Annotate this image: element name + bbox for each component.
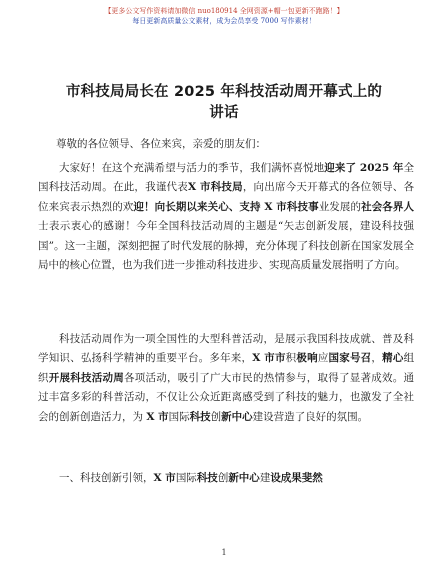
bold-text-run: X 市市 <box>252 352 286 365</box>
text-run: 国际 <box>168 410 190 423</box>
bold-text-run: X 市 <box>153 472 176 484</box>
bold-text-run: 开展科技活动周 <box>48 371 124 384</box>
text-run: 创 <box>217 472 229 484</box>
promo-banner <box>0 6 448 26</box>
text-run: 科技活动周作为一项全国性的大型科普活动，是展示我国科技成就、普及科学知识、弘扬科学精神的重要平台。多年来， <box>38 333 414 365</box>
bold-text-run: 极响 <box>296 352 318 365</box>
bold-text-run: 国家号召 <box>328 352 372 365</box>
text-run: 士表示衷心的感谢！今年全国科技活动周的主题是“矢志创新发展，建设科技强国”。这一主题，深刻把握了时代发展的脉搏，充分体现了科技创新在国家发展全局中的核心位置，也为我们进一步推动科技进步、实现高质量发展指明了方向。 <box>38 220 414 272</box>
text-run: 建 <box>259 472 271 484</box>
bold-text-run: 迎！向长期以来关心、支持 X 市科技事 <box>133 200 319 213</box>
text-run: 全国科技活动周。在此，我谨代表 <box>38 162 414 194</box>
bold-text-run: 科技 <box>189 410 211 423</box>
promo-banner-line-1: 【更多公文写作资料请加微信 nuo180914 全网资源+帽一包更新不跑路！】 <box>104 7 344 15</box>
text-run: 一、科技创新引领， <box>59 472 154 484</box>
paragraph-2 <box>38 330 414 427</box>
document-title-line-2: 讲话 <box>209 105 239 121</box>
document-title-line-1: 市科技局局长在 2025 年科技活动周开幕式上的 <box>65 84 383 100</box>
bold-text-run: 精心 <box>382 352 404 365</box>
text-run: 创 <box>210 410 222 423</box>
text-run: 应 <box>317 352 329 365</box>
text-run: 业发展的 <box>318 200 362 213</box>
bold-text-run: 新中心 <box>221 410 253 423</box>
bold-text-run: X 市科技局 <box>187 181 243 194</box>
paragraph-1 <box>38 159 414 275</box>
text-run: 大家好！在这个充满希望与活力的季节，我们满怀喜悦地 <box>59 162 325 174</box>
document-title <box>40 82 408 124</box>
bold-text-run: 社会各界人 <box>361 200 415 213</box>
text-run: 组织 <box>38 352 415 384</box>
bold-text-run: 新中心 <box>228 472 260 484</box>
text-run: 建设营造了良好的氛围。 <box>252 410 369 423</box>
page-number: 1 <box>221 548 227 557</box>
bold-text-run: 设成果斐然 <box>270 472 323 484</box>
bold-text-run: 迎来了 2025 年 <box>324 162 404 174</box>
text-run: ，向出席今天开幕式的各位领导、各位来宾表示热烈的欢 <box>38 181 414 213</box>
text-run: 国际 <box>175 472 197 484</box>
text-run: ， <box>371 352 383 365</box>
section-heading-1 <box>38 469 414 488</box>
bold-text-run: X 市 <box>146 410 169 423</box>
text-run: 积 <box>285 352 297 365</box>
bold-text-run: 科技 <box>196 472 218 484</box>
text-run: 各项活动，吸引了广大市民的热情参与，取得了显著成效。通过丰富多彩的科普活动，不仅让公众近距离感受到了科技的魅力，也激发了全社会的创新创造活力，为 <box>38 371 414 423</box>
promo-banner-line-2: 每日更新高质量公文素材，成为会员享受 7000 写作素材！ <box>132 17 316 25</box>
greeting: 尊敬的各位领导、各位来宾，亲爱的朋友们： <box>56 138 266 150</box>
